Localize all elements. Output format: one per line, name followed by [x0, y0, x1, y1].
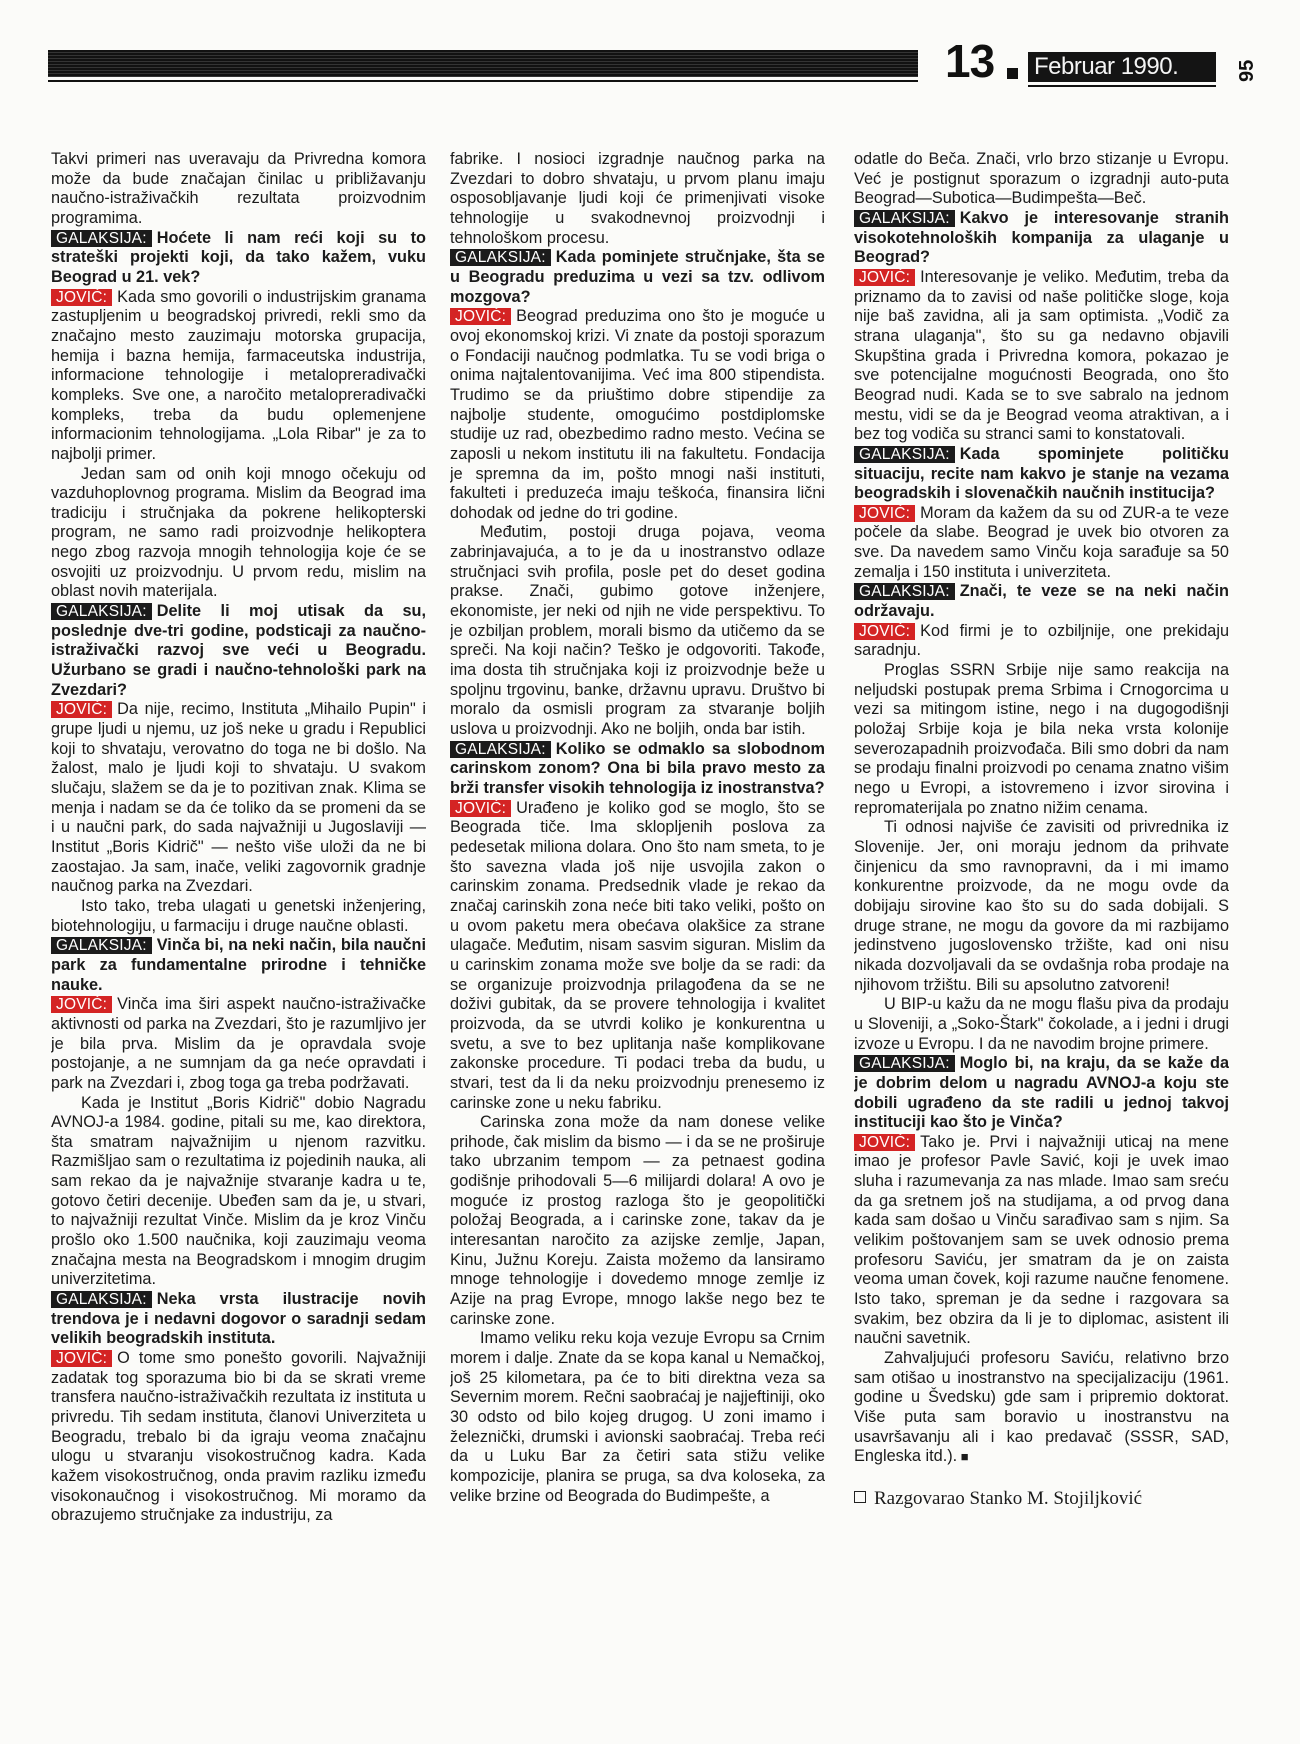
interviewer-tag: GALAKSIJA:	[854, 1055, 955, 1072]
interview-answer	[51, 288, 426, 465]
interview-answer	[854, 504, 1229, 583]
paragraph-text: Znači, te veze se na neki način održavaju.	[854, 582, 1229, 621]
author-credit-text: Razgovarao Stanko M. Stojiljković	[874, 1487, 1143, 1509]
interview-question	[854, 445, 1229, 504]
author-credit	[854, 1489, 1229, 1509]
paragraph-text: Moram da kažem da su od ZUR-a te veze počele da slabe. Beograd je uvek bio otvoren za sve. Da navedem samo Vinču koja sarađuje sa 50 zemalja i 150 instituta i univerziteta.	[854, 503, 1229, 581]
header-rule	[48, 50, 918, 77]
body-paragraph	[854, 995, 1229, 1054]
interview-answer	[51, 700, 426, 897]
paragraph-text: Kada smo govorili o industrijskim granama zastupljenim u beogradskoj privredi, rekli smo da značajno mesto zauzimaju motorska grupacija, hemija i bazna hemija, farmaceutska industrija, informacione tehnologije i metalopreradivački kompleks. Sve one, a naročito metalopreradivački kompleks, treba da budu oplemenjene informacionim tehnologijama. „Lola Ribar" je za to najbolji primer.	[51, 287, 426, 463]
paragraph-text: Interesovanje je veliko. Međutim, treba da priznamo da to zavisi od naše političke sloge, koja nije baš zavidna, ali ja sam optimista. „Vodič za strana ulaganja", što su ga nedavno objavili Skupština grada i Privredna komora, pokazao je sve potencijalne mogućnosti Beograda, ono što Beograd nudi. Kada se to sve sabralo na jednom mestu, vidi se da je Beograd veoma atraktivan, a i bez tog vodiča su stranci sami to konstatovali.	[854, 267, 1229, 444]
interview-question	[51, 229, 426, 288]
paragraph-text: Beograd preduzima ono što je moguće u ovoj ekonomskoj krizi. Vi znate da postoji sporazum o Fondaciji naučnog podmlatka. Tu se vodi briga o onima najtalentovanijima. Već ima 800 stipendista. Trudimo se da priuštimo dobre stipendije za najbolje studente, omogućimo postdiplomske studije uz rad, obezbedimo radno mesto. Većina se zaposli u nekom institutu ili na fakultetu. Fondacija je spremna da im, pošto mnogi naši instituti, fakulteti i preduzeća imaju teškoća, finansira lični dohodak od jedne do tri godine.	[450, 307, 825, 522]
interviewer-tag: GALAKSIJA:	[51, 1291, 152, 1308]
square-outline-icon	[854, 1491, 866, 1503]
paragraph-text: Kod firmi je to ozbiljnije, one prekidaju saradnju.	[854, 621, 1229, 660]
paragraph-text: Kada spominjete političku situaciju, recite nam kakvo je stanje na vezama beogradskih i slovenačkih naučnih institucija?	[854, 444, 1229, 503]
interview-answer	[854, 268, 1229, 445]
paragraph-text: Koliko se odmaklo sa slobodnom carinskom zonom? Ona bi bila pravo mesto za brži transfer visokih tehnologija iz inostranstva?	[450, 739, 825, 797]
interview-question	[450, 740, 825, 799]
body-paragraph	[51, 897, 426, 936]
interviewee-tag: JOVIĆ:	[450, 800, 511, 817]
body-paragraph	[854, 818, 1229, 995]
folio-number: 95	[1236, 59, 1258, 83]
body-paragraph	[450, 150, 825, 248]
paragraph-text: Ti odnosi najviše će zavisiti od privrednika iz Slovenije. Jer, oni moraju jednom da prihvate činjenicu da smo ravnopravni, da i mi imamo konkurentne proizvode, da ne mogu ovde da dobijaju sirovine kao što su do sada dobijali. S druge strane, ne mogu da govore da mi razbijamo jedinstveno jugoslovensko tržište, kad oni nisu nikada dozvoljavali da se ovdašnja roba prodaje na njihovom tržištu. Bili su apsolutno zatvoreni!	[854, 818, 1229, 994]
body-paragraph	[51, 150, 426, 229]
paragraph-text: Hoćete li nam reći koji su to strateški projekti koji, da tako kažem, vuku Beograd u 21. vek?	[51, 228, 426, 286]
interview-question	[450, 248, 825, 307]
paragraph-text: U BIP-u kažu da ne mogu flašu piva da prodaju u Sloveniji, a „Soko-Štark" čokolade, a i jedni i drugi izvoze u Evropu. I da ne navodim brojne primere.	[854, 995, 1229, 1053]
paragraph-text: Jedan sam od onih koji mnogo očekuju od vazduhoplovnog programa. Mislim da Beograd ima tradiciju i stručnjaka da pokrene helikopterski program, ne samo radi proizvodnje helikoptera nego zbog razvoja mnogih tehnologija koje će se osvojiti uz proizvodnju. U prvom redu, mislim na oblast novih materijala.	[51, 464, 426, 601]
paragraph-text: Vinča bi, na neki način, bila naučni park za fundamentalne prirodne i tehničke nauke.	[51, 936, 426, 994]
page-number: 13	[945, 35, 995, 87]
interviewer-tag: GALAKSIJA:	[854, 210, 955, 227]
interviewer-tag: GALAKSIJA:	[450, 741, 551, 758]
paragraph-text: Imamo veliku reku koja vezuje Evropu sa Crnim morem i dalje. Znate da se kopa kanal u Nemačkoj, još 25 kilometara, pa će to biti direktna veza sa Severnim morem. Rečni saobraćaj je najjeftiniji, oko 30 odsto od bilo kojeg drugog. U zoni imamo i železnički, drumski i avionski saobraćaj. Treba reći da u Luku Bar za četiri sata stižu velike kompozicije, planira se pruga, sa dva koloseka, za velike brzine od Beograda do Budimpešte, a	[450, 1329, 825, 1505]
paragraph-text: O tome smo ponešto govorili. Najvažniji zadatak tog sporazuma bio bi da se skrati vreme transfera naučno-istraživačkih rezultata iz instituta u privredu. Tih sedam instituta, članovi Univerziteta u Beogradu, trebalo bi da igraju veoma značajnu ulogu u stvaranju visokostručnog kadra. Kada kažem visokostručnog, onda pravim razliku između visokonaučnog i visokostručnog. Mi moramo da obrazujemo stručnjake za industriju, za	[51, 1349, 426, 1525]
square-bullet-icon	[1007, 68, 1018, 79]
interview-answer	[51, 995, 426, 1093]
issue-date: Februar 1990.	[1028, 52, 1216, 82]
interviewer-tag: GALAKSIJA:	[854, 446, 955, 463]
paragraph-text: Proglas SSRN Srbije nije samo reakcija na neljudski postupak prema Srbima i Crnogorcima u vezi sa mitingom istine, nego i na dugogodišnji položaj Srbije koja je bila neka vrsta kolonije severozapadnih proizvođača. Bili smo dobri da nam se prodaju finalni proizvodi po cenama znatno višim nego u Evropi, a istovremeno i izvor sirovina i repromaterijala po znatno nižim cenama.	[854, 661, 1229, 817]
interview-question	[854, 1054, 1229, 1133]
article-column-3	[854, 150, 1229, 1695]
paragraph-text: Da nije, recimo, Instituta „Mihailo Pupin" i grupe ljudi u njemu, uz još neke u gradu i Republici koji to shvataju, verovatno do toga ne bi došlo. Na žalost, malo je ljudi koji to shvataju. U svakom slučaju, slažem se da je to pozitivan znak. Klima se menja i nadam se da će toliko da se promeni da se i u naučni park, do sada najvažniji u Jugoslaviji — Institut „Boris Kidrič" — nešto više uloži da ne bi zaostajao. Ja sam, inače, veliki zagovornik gradnje naučnog parka na Zvezdari.	[51, 700, 426, 896]
article-column-1	[51, 150, 426, 1695]
paragraph-text: odatle do Beča. Znači, vrlo brzo stizanje u Evropu. Već je postignut sporazum o izgradnji auto-puta Beograd—Subotica—Budimpešta—Beč.	[854, 150, 1229, 208]
paragraph-text: Tako je. Prvi i najvažniji uticaj na mene imao je profesor Pavle Savić, koji je uvek imao sluha i razumevanja za nas mlade. Imao sam sreću da ga sretnem još na studijama, a od prvog dana kada sam došao u Vinču sarađivao sam s njim. Sa velikim poštovanjem sam se uvek odnosio prema profesoru Saviću, jer smatram da je on zaista veoma uman čovek, koji razume naučne fenomene. Isto tako, spreman je da sedne i razgovara sa svakim, bez obzira da li je to diplomac, asistent ili naučni savetnik.	[854, 1132, 1229, 1348]
interviewee-tag: JOVIĆ:	[51, 1350, 112, 1367]
interviewer-tag: GALAKSIJA:	[854, 583, 955, 600]
paragraph-text: Zahvaljujući profesoru Saviću, relativno brzo sam otišao u inostranstvo na specijalizaciju (1961. godine u Švedsku) gde sam i pripremio doktorat. Više puta sam boravio u inostranstvu na usavršavanju ali i kao predavač (SSSR, SAD, Engleska itd.).	[854, 1349, 1229, 1466]
paragraph-text: Delite li moj utisak da su, poslednje dve-tri godine, podsticaji za naučno-istraživački razvoj sve veći u Beogradu. Užurbano se gradi i naučno-tehnološki park na Zvezdari?	[51, 602, 426, 699]
interview-answer	[450, 307, 825, 523]
paragraph-text: Isto tako, treba ulagati u genetski inženjering, biotehnologiju, u farmaciju i druge naučne oblasti.	[51, 896, 426, 935]
paragraph-text: Carinska zona može da nam donese velike prihode, čak mislim da bismo — i da se ne proširuje tako ubrzanim tempom — za petnaest godina godišnje prihodovali 5—6 milijardi dolara! A ovo je moguće iz prostog razloga što je geopolitički položaj Beograda, a i carinske zone, takav da je interesantan naročito za azijske zemlje, Japan, Kinu, Južnu Koreju. Zaista možemo da lansiramo mnoge tehnologije i dovedemo mnoge zemlje iz Azije na prag Evrope, mnogo lakše nego bez te carinske zone.	[450, 1113, 825, 1328]
interviewee-tag: JOVIĆ:	[854, 269, 915, 286]
paragraph-text: Kada pominjete stručnjake, šta se u Beogradu preduzima u vezi sa tzv. odlivom mozgova?	[450, 248, 825, 306]
interview-question	[51, 936, 426, 995]
interviewee-tag: JOVIĆ:	[854, 505, 915, 522]
interview-answer	[51, 1349, 426, 1526]
article-column-2	[450, 150, 825, 1695]
paragraph-text: Međutim, postoji druga pojava, veoma zabrinjavajuća, a to je da u inostranstvo odlaze stručnjaci svih profila, posle pet do deset godina prakse. Znači, gubimo gotove inženjere, ekonomiste, jer neki od njih ne vide perspektivu. To je ozbiljan problem, morali bismo da utičemo da se spreči. Na koji način? Teško je odgovoriti. Takođe, ima dosta tih stručnjaka koji iz proizvodnje beže u spoljnu trgovinu, banke, državnu upravu. Društvo bi moralo da osmisli program za stvaranje boljih uslova u proizvodnji. Ako ne boljih, onda bar istih.	[450, 523, 825, 739]
body-paragraph	[854, 661, 1229, 818]
interview-answer	[854, 1133, 1229, 1349]
interviewee-tag: JOVIĆ:	[51, 996, 112, 1013]
interviewer-tag: GALAKSIJA:	[450, 249, 551, 266]
paragraph-text: Kakvo je interesovanje stranih visokotehnoloških kompanija za ulaganje u Beograd?	[854, 208, 1229, 267]
paragraph-text: Moglo bi, na kraju, da se kaže da je dobrim delom u nagradu AVNOJ-a koju ste dobili ugrađeno da ste radili u jednoj takvoj instituciji kao što je Vinča?	[854, 1054, 1229, 1132]
interviewer-tag: GALAKSIJA:	[51, 230, 152, 247]
paragraph-text: Urađeno je koliko god se moglo, što se Beograda tiče. Ima sklopljenih poslova za pedesetak miliona dolara. Ono što nam smeta, to je što savezna vlada još nije usvojila zakon o carinskim zonama. Predsednik vlade je rekao da značaj carinskih zona neće biti tako veliki, pošto on u ovom paketu mera obećava olakšice za strane ulagače. Međutim, nisam sasvim siguran. Mislim da u carinskim zonama može sve bolje da se radi: da se organizuje proizvodnja prilagođena da se ne doživi gubitak, da se provere tehnologija i kvalitet proizvoda, da se utvrdi koliko je konkurentna u svetu, a sve to bez uplitanja naše komplikovane zakonske procedure. Ti podaci treba da budu, u stvari, test da li da neku proizvodnju prenesemo iz carinske zone u neku fabriku.	[450, 798, 825, 1112]
interviewee-tag: JOVIĆ:	[450, 308, 511, 325]
interviewer-tag: GALAKSIJA:	[51, 937, 152, 954]
interview-answer	[450, 799, 825, 1114]
body-paragraph	[854, 150, 1229, 209]
body-paragraph	[450, 523, 825, 739]
interview-question	[854, 582, 1229, 621]
paragraph-text: Takvi primeri nas uveravaju da Privredna komora može da bude značajan činilac u približavanju naučno-istraživačkih rezultata proizvodnim programima.	[51, 150, 426, 227]
interview-question	[854, 209, 1229, 268]
interview-question	[51, 1290, 426, 1349]
body-paragraph	[854, 1349, 1229, 1467]
interviewee-tag: JOVIĆ:	[51, 701, 112, 718]
paragraph-text: fabrike. I nosioci izgradnje naučnog parka na Zvezdari to dobro shvataju, u prvom planu imaju osposobljavanje ljudi koji će primenjivati visoke tehnologije u svakodnevnoj proizvodnji i tehnološkom procesu.	[450, 150, 825, 247]
interviewee-tag: JOVIĆ:	[854, 623, 915, 640]
body-paragraph	[450, 1113, 825, 1329]
paragraph-text: Neka vrsta ilustracije novih trendova je i nedavni dogovor o saradnji sedam velikih beogradskih instituta.	[51, 1290, 426, 1348]
paragraph-text: Vinča ima širi aspekt naučno-istraživačke aktivnosti od parka na Zvezdari, što je razumljivo jer je bila prva. Mislim da je opravdala svoje postojanje, a ne sumnjam da ga neće opravdati i park na Zvezdari i, zbog toga ga treba podržavati.	[51, 995, 426, 1092]
body-paragraph	[450, 1329, 825, 1506]
interview-answer	[854, 622, 1229, 661]
interview-question	[51, 602, 426, 700]
body-paragraph	[51, 1094, 426, 1291]
interviewer-tag: GALAKSIJA:	[51, 603, 152, 620]
body-paragraph	[51, 465, 426, 603]
interviewee-tag: JOVIĆ:	[854, 1134, 915, 1151]
paragraph-text: Kada je Institut „Boris Kidrič" dobio Nagradu AVNOJ-a 1984. godine, pitali su me, kao direktora, šta smatram najvažnijim u njenom razvitku. Razmišljao sam o rezultatima iz pojedinih nauka, ali sam rekao da je najvažnije stvaranje kadra u te, gotovo četiri decenije. Ubeđen sam da je, u stvari, to najvažniji rezultat Vinče. Mislim da je kroz Vinču prošlo oko 1.500 naučnika, koji zauzimaju veoma značajna mesta na Beogradskom i mnogim drugim univerzitetima.	[51, 1093, 426, 1289]
end-mark-icon: ■	[957, 1449, 969, 1465]
interviewee-tag: JOVIĆ:	[51, 289, 112, 306]
